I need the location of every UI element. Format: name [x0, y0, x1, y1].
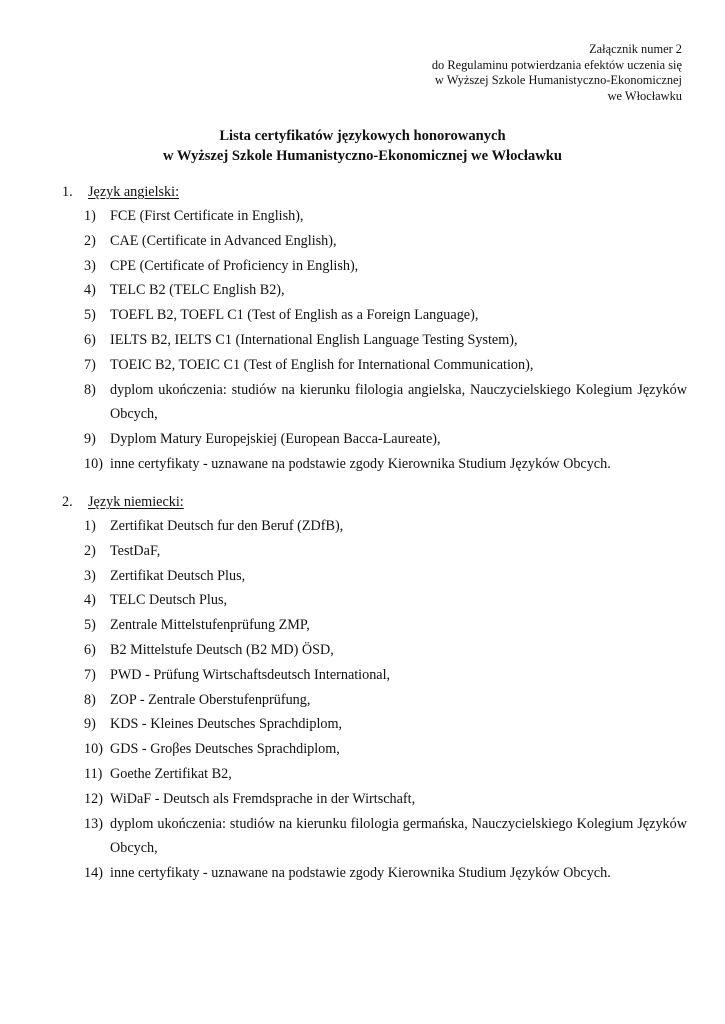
item-text: TestDaF,: [110, 542, 161, 559]
item-number: 5): [84, 307, 96, 324]
item-text: PWD - Prüfung Wirtschaftsdeutsch International,: [110, 666, 391, 683]
item-number: 4): [84, 592, 96, 609]
item-text: Zertifikat Deutsch Plus,: [110, 567, 246, 584]
item-number: 2): [84, 542, 96, 559]
section-number: 2.: [62, 494, 73, 510]
item-text: GDS - Groβes Deutsches Sprachdiplom,: [110, 741, 340, 758]
annex-line: we Włocławku: [607, 88, 682, 103]
list-item: [62, 328, 687, 353]
item-text: TELC Deutsch Plus,: [110, 592, 228, 609]
list-item: [62, 613, 687, 638]
section-name: Język angielski:: [88, 184, 180, 200]
item-text: Zentrale Mittelstufenprüfung ZMP,: [110, 617, 310, 634]
item-text: B2 Mittelstufe Deutsch (B2 MD) ÖSD,: [110, 641, 334, 658]
list-item: [62, 427, 687, 452]
list-item: [62, 229, 687, 254]
section-german: [62, 490, 687, 886]
list-item: [62, 278, 687, 303]
item-text: dyplom ukończenia: studiów na kierunku filologia angielska, Nauczycielskiego Kolegium Języków Obcych,: [110, 381, 687, 423]
list-item: [62, 303, 687, 328]
item-number: 4): [84, 282, 96, 299]
title-line: Lista certyfikatów językowych honorowanych: [219, 128, 506, 144]
item-number: 10): [84, 741, 103, 758]
item-number: 3): [84, 567, 96, 584]
item-number: 7): [84, 356, 96, 373]
section-english: [62, 180, 687, 477]
document-title: [0, 126, 725, 166]
list-item: [62, 688, 687, 713]
item-text: ZOP - Zentrale Oberstufenprüfung,: [110, 691, 311, 708]
annex-line: Załącznik numer 2: [589, 42, 682, 56]
item-number: 9): [84, 716, 96, 733]
item-number: 10): [84, 455, 103, 472]
certificate-list: [62, 514, 687, 886]
annex-note: [322, 42, 682, 104]
item-number: 2): [84, 232, 96, 249]
item-text: CAE (Certificate in Advanced English),: [110, 232, 337, 249]
item-text: inne certyfikaty - uznawane na podstawie zgody Kierownika Studium Języków Obcych.: [110, 865, 611, 882]
list-item: [62, 539, 687, 564]
item-text: CPE (Certificate of Proficiency in English),: [110, 257, 359, 274]
item-number: 6): [84, 641, 96, 658]
item-text: IELTS B2, IELTS C1 (International English Language Testing System),: [110, 331, 518, 348]
list-item: [62, 638, 687, 663]
item-number: 5): [84, 617, 96, 634]
list-item: [62, 452, 687, 477]
list-item: [62, 564, 687, 589]
item-number: 7): [84, 666, 96, 683]
list-item: [62, 762, 687, 787]
list-item: [62, 254, 687, 279]
item-number: 8): [84, 381, 96, 398]
section-heading: [62, 180, 687, 204]
item-text: Goethe Zertifikat B2,: [110, 765, 232, 782]
section-name: Język niemiecki:: [88, 494, 184, 510]
item-text: inne certyfikaty - uznawane na podstawie zgody Kierownika Studium Języków Obcych.: [110, 455, 611, 472]
item-number: 6): [84, 331, 96, 348]
section-number: 1.: [62, 184, 73, 200]
list-item: [62, 712, 687, 737]
item-number: 11): [84, 765, 103, 782]
list-item: [62, 663, 687, 688]
item-text: FCE (First Certificate in English),: [110, 208, 304, 224]
item-text: dyplom ukończenia: studiów na kierunku filologia germańska, Nauczycielskiego Kolegium Języków Obcych,: [110, 815, 687, 857]
item-number: 8): [84, 691, 96, 708]
item-number: 9): [84, 431, 96, 448]
list-item: [62, 378, 687, 428]
item-text: Dyplom Matury Europejskiej (European Bacca-Laureate),: [110, 431, 441, 448]
list-item: [62, 861, 687, 886]
list-item: [62, 514, 687, 539]
section-heading: [62, 490, 687, 514]
list-item: [62, 353, 687, 378]
item-text: WiDaF - Deutsch als Fremdsprache in der Wirtschaft,: [110, 790, 416, 807]
list-item: [62, 204, 687, 229]
item-number: 13): [84, 815, 103, 832]
item-number: 3): [84, 257, 96, 274]
item-text: Zertifikat Deutsch fur den Beruf (ZDfB),: [110, 518, 344, 534]
item-text: TOEFL B2, TOEFL C1 (Test of English as a Foreign Language),: [110, 307, 479, 324]
list-item: [62, 787, 687, 812]
item-text: KDS - Kleines Deutsches Sprachdiplom,: [110, 716, 343, 733]
item-text: TELC B2 (TELC English B2),: [110, 282, 285, 299]
list-item: [62, 812, 687, 862]
list-item: [62, 737, 687, 762]
item-number: 12): [84, 790, 103, 807]
title-line: w Wyższej Szkole Humanistyczno-Ekonomicznej we Włocławku: [162, 148, 562, 164]
certificate-list: [62, 204, 687, 477]
list-item: [62, 588, 687, 613]
item-number: 1): [84, 208, 96, 224]
annex-line: do Regulaminu potwierdzania efektów uczenia się: [431, 57, 682, 72]
item-text: TOEIC B2, TOEIC C1 (Test of English for International Communication),: [110, 356, 534, 373]
annex-line: w Wyższej Szkole Humanistyczno-Ekonomicznej: [434, 73, 682, 87]
item-number: 14): [84, 865, 103, 882]
item-number: 1): [84, 518, 96, 534]
